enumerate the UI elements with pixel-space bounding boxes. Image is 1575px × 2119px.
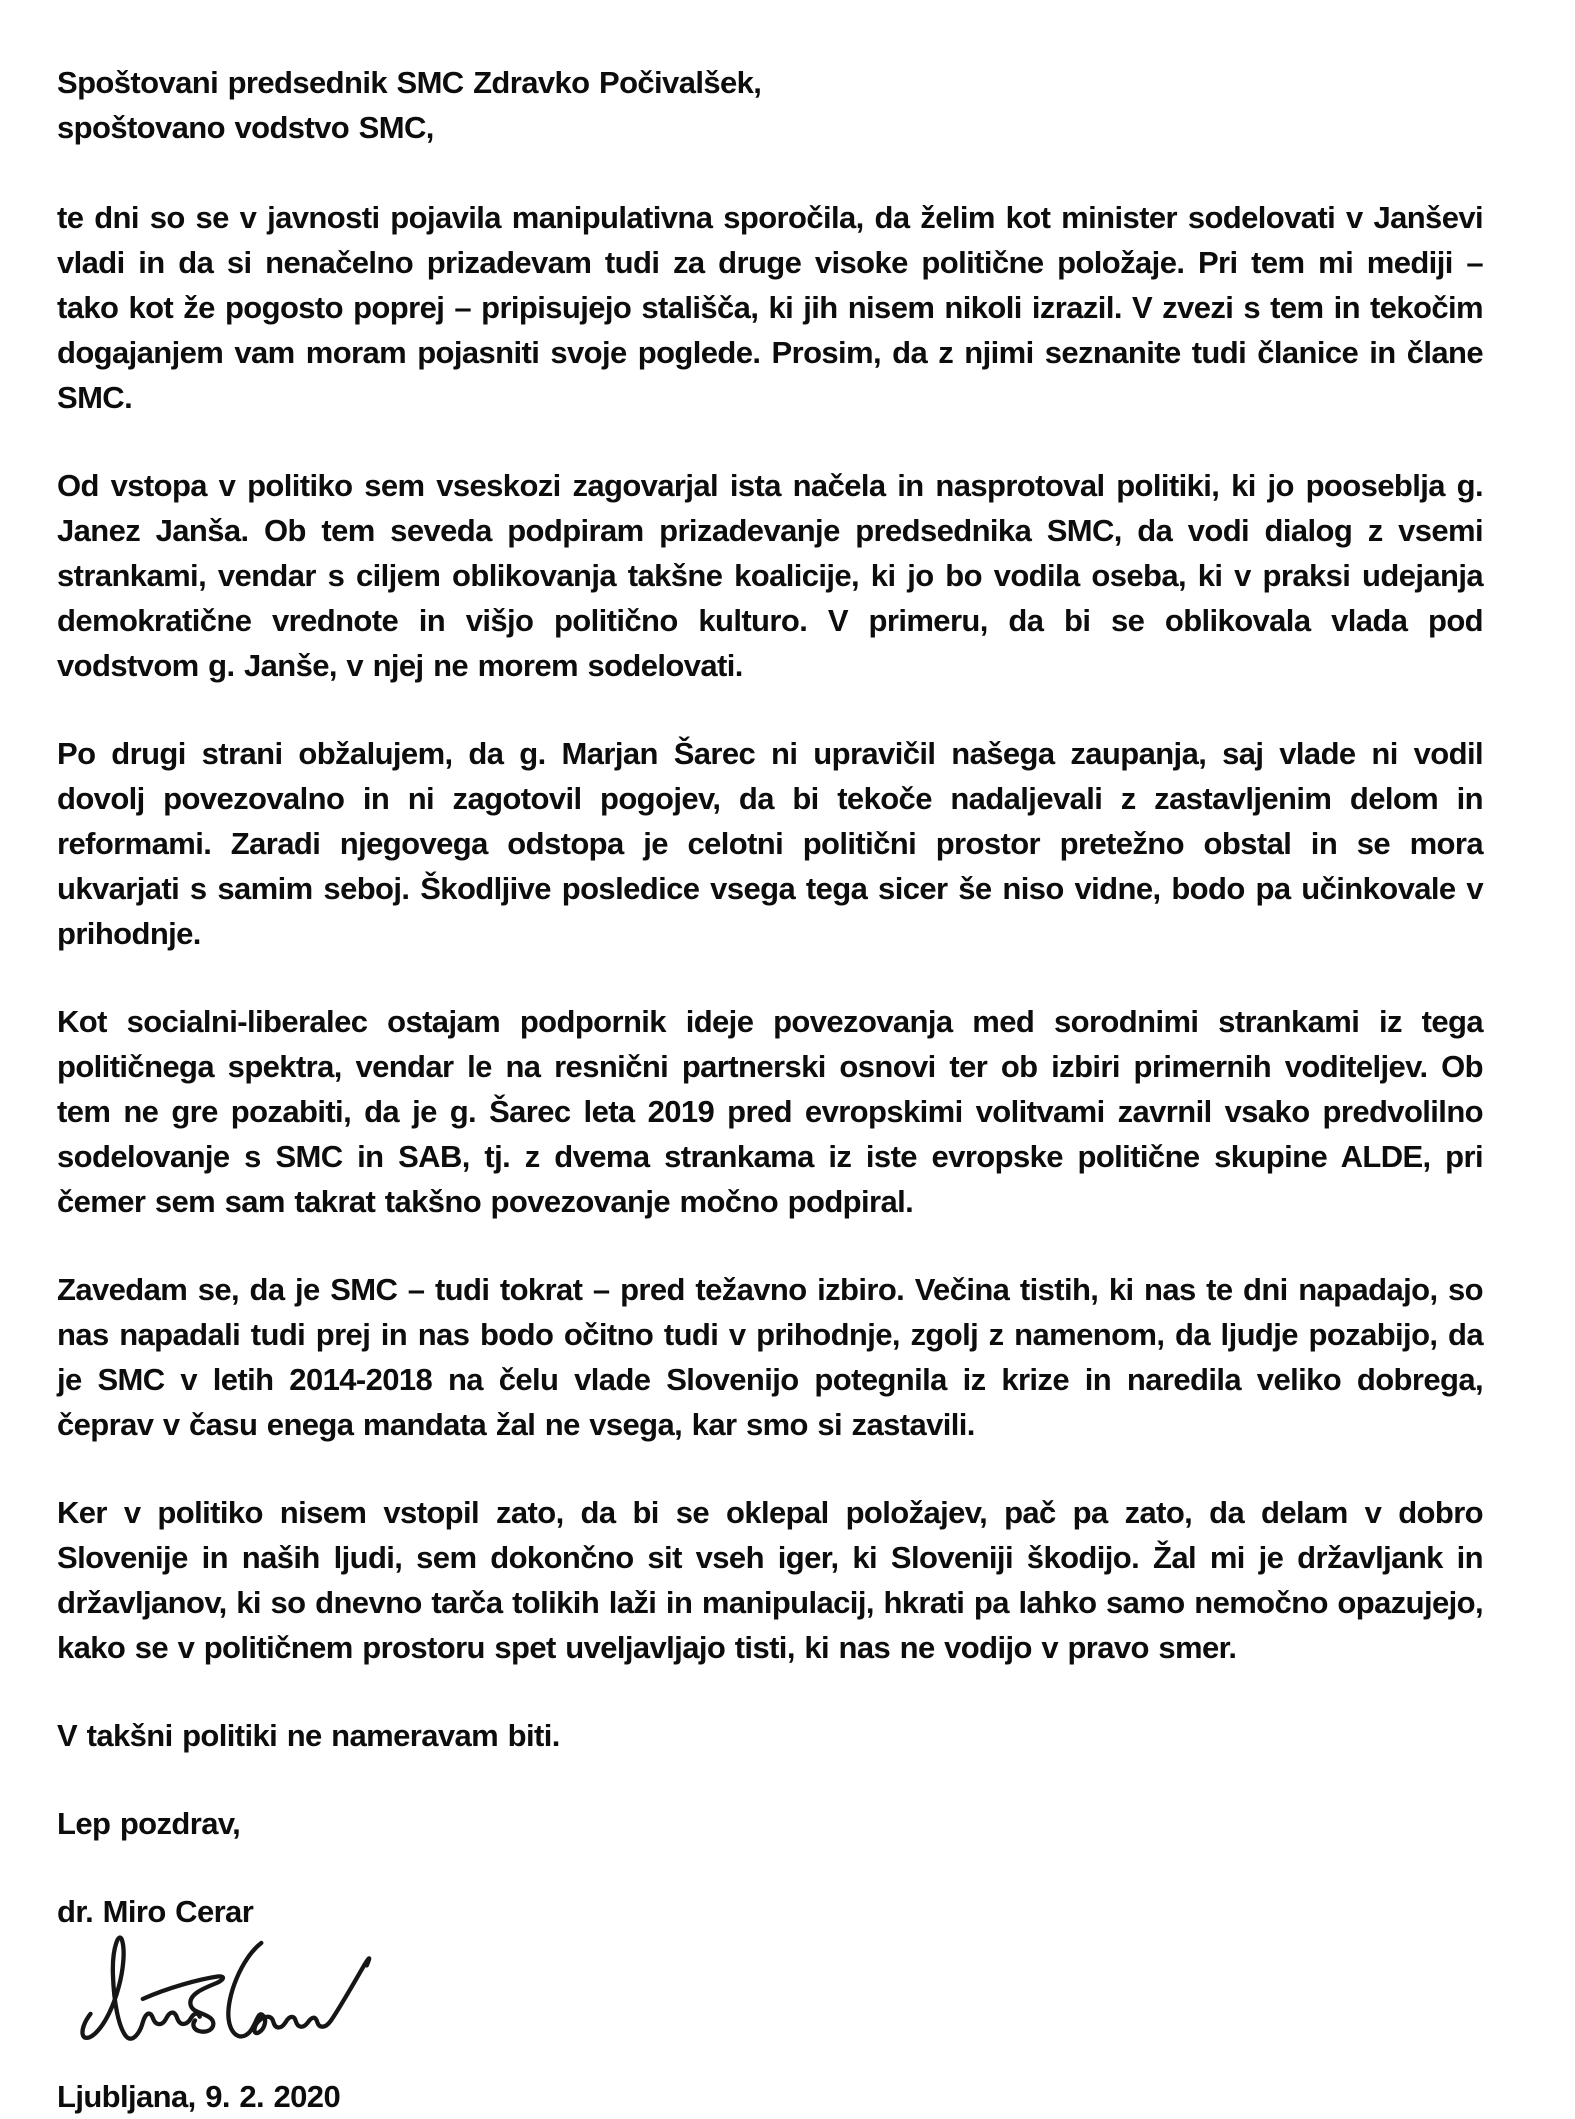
closing-line: V takšni politiki ne nameravam biti.: [57, 1718, 560, 1753]
body-paragraph-5: Zavedam se, da je SMC – tudi tokrat – pred težavno izbiro. Večina tistih, ki nas te dni napadajo, so nas napadali tudi prej in nas bodo očitno tudi v prihodnje, zgolj z namenom, da ljudje pozabijo, da je SMC v letih 2014-2018 na čelu vlade Slovenijo potegnila iz krize in naredila veliko dobrega, čeprav v času enega mandata žal ne vsega, kar smo si zastavili.: [57, 1272, 1483, 1442]
salutation: [57, 60, 1483, 150]
body-paragraph-6: Ker v politiko nisem vstopil zato, da bi se oklepal položajev, pač pa zato, da delam v dobro Slovenije in naših ljudi, sem dokončno sit vseh iger, ki Sloveniji škodijo. Žal mi je državljank in državljanov, ki so dnevno tarča tolikih laži in manipulacij, hkrati pa lahko samo nemočno opazujejo, kako se v političnem prostoru spet uveljavljajo tisti, ki nas ne vodijo v pravo smer.: [57, 1495, 1483, 1665]
signature-image: [59, 1928, 1483, 2068]
body-paragraph-4: Kot socialni-liberalec ostajam podpornik ideje povezovanja med sorodnimi strankami iz tega političnega spektra, vendar le na resnični partnerski osnovi ter ob izbiri primernih voditeljev. Ob tem ne gre pozabiti, da je g. Šarec leta 2019 pred evropskimi volitvami zavrnil vsako predvolilno sodelovanje s SMC in SAB, tj. z dvema strankama iz iste evropske politične skupine ALDE, pri čemer sem sam takrat takšno povezovanje močno podpiral.: [57, 1004, 1483, 1219]
valediction: Lep pozdrav,: [57, 1806, 241, 1841]
place-date: Ljubljana, 9. 2. 2020: [57, 2079, 341, 2114]
salutation-line-2: spoštovano vodstvo SMC,: [57, 110, 434, 145]
signer-name: dr. Miro Cerar: [57, 1894, 254, 1929]
salutation-line-1: Spoštovani predsednik SMC Zdravko Počivalšek,: [57, 65, 762, 100]
body-paragraph-2: Od vstopa v politiko sem vseskozi zagovarjal ista načela in nasprotoval politiki, ki jo pooseblja g. Janez Janša. Ob tem seveda podpiram prizadevanje predsednika SMC, da vodi dialog z vsemi strankami, vendar s ciljem oblikovanja takšne koalicije, ki jo bo vodila oseba, ki v praksi udejanja demokratične vrednote in višjo politično kulturo. V primeru, da bi se oblikovala vlada pod vodstvom g. Janše, v njej ne morem sodelovati.: [57, 468, 1483, 683]
body-paragraph-1: te dni so se v javnosti pojavila manipulativna sporočila, da želim kot minister sodelovati v Janševi vladi in da si nenačelno prizadevam tudi za druge visoke politične položaje. Pri tem mi mediji – tako kot že pogosto poprej – pripisujejo stališča, ki jih nisem nikoli izrazil. V zvezi s tem in tekočim dogajanjem vam moram pojasniti svoje poglede. Prosim, da z njimi seznanite tudi članice in člane SMC.: [57, 200, 1483, 415]
body-paragraph-3: Po drugi strani obžalujem, da g. Marjan Šarec ni upravičil našega zaupanja, saj vlade ni vodil dovolj povezovalno in ni zagotovil pogojev, da bi tekoče nadaljevali z zastavljenim delom in reformami. Zaradi njegovega odstopa je celotni politični prostor pretežno obstal in se mora ukvarjati s samim seboj. Škodljive posledice vsega tega sicer še niso vidne, bodo pa učinkovale v prihodnje.: [57, 736, 1483, 951]
